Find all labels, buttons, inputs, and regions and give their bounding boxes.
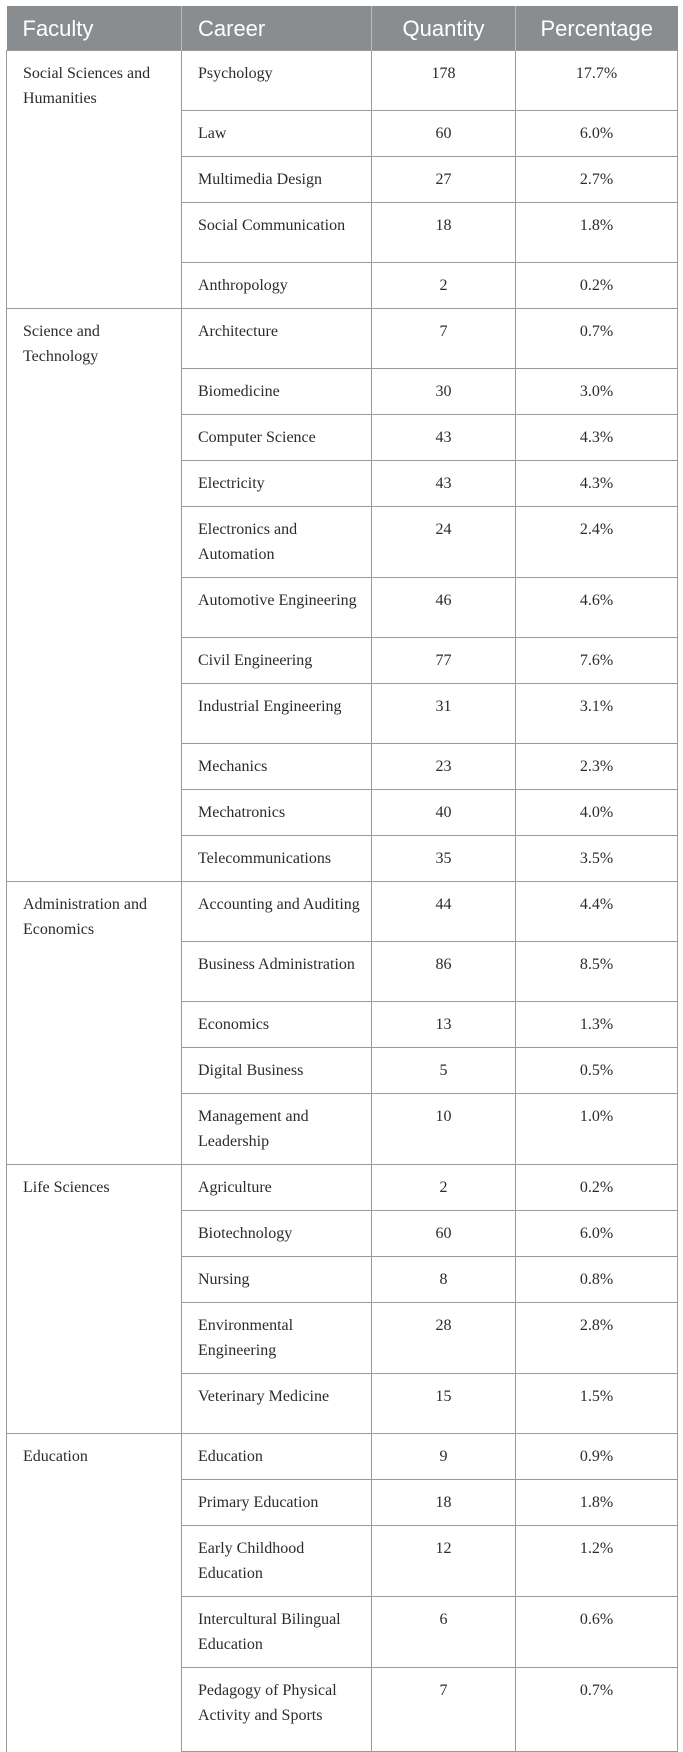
percentage-cell: 4.3% — [516, 461, 678, 507]
quantity-cell: 27 — [372, 157, 516, 203]
percentage-cell: 0.2% — [516, 263, 678, 309]
faculty-cell: Life Sciences — [7, 1165, 182, 1434]
percentage-cell: 0.5% — [516, 1048, 678, 1094]
career-cell: Environmental Engineering — [182, 1303, 372, 1374]
percentage-cell: 1.0% — [516, 1094, 678, 1165]
career-cell: Management and Leadership — [182, 1094, 372, 1165]
header-row — [7, 6, 678, 51]
quantity-cell: 9 — [372, 1434, 516, 1480]
percentage-cell: 1.3% — [516, 1002, 678, 1048]
career-cell: Pedagogy of Physical Activity and Sports — [182, 1668, 372, 1752]
percentage-cell: 0.6% — [516, 1597, 678, 1668]
career-cell: Biomedicine — [182, 369, 372, 415]
career-cell: Early Childhood Education — [182, 1526, 372, 1597]
quantity-cell: 6 — [372, 1597, 516, 1668]
career-cell: Agriculture — [182, 1165, 372, 1211]
percentage-cell: 3.1% — [516, 684, 678, 744]
percentage-cell: 8.5% — [516, 942, 678, 1002]
career-cell: Mechatronics — [182, 790, 372, 836]
header-faculty: Faculty — [7, 6, 182, 51]
career-cell: Computer Science — [182, 415, 372, 461]
percentage-cell: 7.6% — [516, 638, 678, 684]
percentage-cell: 0.9% — [516, 1434, 678, 1480]
career-cell: Nursing — [182, 1257, 372, 1303]
quantity-cell: 28 — [372, 1303, 516, 1374]
percentage-cell: 0.8% — [516, 1257, 678, 1303]
quantity-cell: 10 — [372, 1094, 516, 1165]
quantity-cell: 18 — [372, 203, 516, 263]
career-cell: Intercultural Bilingual Education — [182, 1597, 372, 1668]
percentage-cell: 2.8% — [516, 1303, 678, 1374]
quantity-cell: 2 — [372, 1165, 516, 1211]
percentage-cell: 2.7% — [516, 157, 678, 203]
percentage-cell: 2.3% — [516, 744, 678, 790]
percentage-cell: 1.8% — [516, 203, 678, 263]
quantity-cell: 8 — [372, 1257, 516, 1303]
faculty-cell: Administration and Economics — [7, 882, 182, 1165]
quantity-cell: 60 — [372, 1211, 516, 1257]
career-cell: Accounting and Auditing — [182, 882, 372, 942]
quantity-cell: 2 — [372, 263, 516, 309]
table-row — [7, 1165, 678, 1211]
table-row — [7, 882, 678, 942]
quantity-cell: 60 — [372, 111, 516, 157]
percentage-cell: 6.0% — [516, 111, 678, 157]
career-cell: Education — [182, 1434, 372, 1480]
percentage-cell: 0.7% — [516, 309, 678, 369]
quantity-cell: 31 — [372, 684, 516, 744]
career-cell: Law — [182, 111, 372, 157]
quantity-cell: 44 — [372, 882, 516, 942]
header-quantity: Quantity — [372, 6, 516, 51]
career-cell: Anthropology — [182, 263, 372, 309]
career-cell: Business Administration — [182, 942, 372, 1002]
quantity-cell: 7 — [372, 309, 516, 369]
quantity-cell: 12 — [372, 1526, 516, 1597]
percentage-cell: 4.3% — [516, 415, 678, 461]
quantity-cell: 24 — [372, 507, 516, 578]
career-cell: Electronics and Automation — [182, 507, 372, 578]
quantity-cell: 18 — [372, 1480, 516, 1526]
percentage-cell: 1.5% — [516, 1374, 678, 1434]
quantity-cell: 13 — [372, 1002, 516, 1048]
percentage-cell: 17.7% — [516, 51, 678, 111]
table-row — [7, 309, 678, 369]
faculty-cell: Social Sciences and Humanities — [7, 51, 182, 309]
career-cell: Primary Education — [182, 1480, 372, 1526]
quantity-cell: 7 — [372, 1668, 516, 1752]
career-cell: Social Communication — [182, 203, 372, 263]
table-row — [7, 51, 678, 111]
quantity-cell: 178 — [372, 51, 516, 111]
quantity-cell: 30 — [372, 369, 516, 415]
table-header — [7, 6, 678, 51]
career-cell: Civil Engineering — [182, 638, 372, 684]
header-career: Career — [182, 6, 372, 51]
career-cell: Architecture — [182, 309, 372, 369]
career-cell: Telecommunications — [182, 836, 372, 882]
quantity-cell: 5 — [372, 1048, 516, 1094]
header-percentage: Percentage — [516, 6, 678, 51]
career-cell: Electricity — [182, 461, 372, 507]
percentage-cell: 2.4% — [516, 507, 678, 578]
quantity-cell: 43 — [372, 461, 516, 507]
percentage-cell: 0.7% — [516, 1668, 678, 1752]
career-cell: Automotive Engineering — [182, 578, 372, 638]
percentage-cell: 1.2% — [516, 1526, 678, 1597]
percentage-cell: 4.6% — [516, 578, 678, 638]
quantity-cell: 35 — [372, 836, 516, 882]
table-row — [7, 1434, 678, 1480]
percentage-cell: 0.2% — [516, 1165, 678, 1211]
faculty-cell: Education — [7, 1434, 182, 1752]
percentage-cell: 3.5% — [516, 836, 678, 882]
career-cell: Psychology — [182, 51, 372, 111]
faculty-cell: Science and Technology — [7, 309, 182, 882]
career-cell: Mechanics — [182, 744, 372, 790]
quantity-cell: 23 — [372, 744, 516, 790]
percentage-cell: 1.8% — [516, 1480, 678, 1526]
career-cell: Biotechnology — [182, 1211, 372, 1257]
career-cell: Digital Business — [182, 1048, 372, 1094]
quantity-cell: 40 — [372, 790, 516, 836]
quantity-cell: 15 — [372, 1374, 516, 1434]
faculty-career-table — [6, 6, 678, 1752]
percentage-cell: 6.0% — [516, 1211, 678, 1257]
quantity-cell: 43 — [372, 415, 516, 461]
table-body — [7, 51, 678, 1752]
quantity-cell: 77 — [372, 638, 516, 684]
quantity-cell: 86 — [372, 942, 516, 1002]
career-cell: Economics — [182, 1002, 372, 1048]
quantity-cell: 46 — [372, 578, 516, 638]
percentage-cell: 3.0% — [516, 369, 678, 415]
percentage-cell: 4.4% — [516, 882, 678, 942]
career-cell: Veterinary Medicine — [182, 1374, 372, 1434]
career-cell: Multimedia Design — [182, 157, 372, 203]
career-cell: Industrial Engineering — [182, 684, 372, 744]
percentage-cell: 4.0% — [516, 790, 678, 836]
